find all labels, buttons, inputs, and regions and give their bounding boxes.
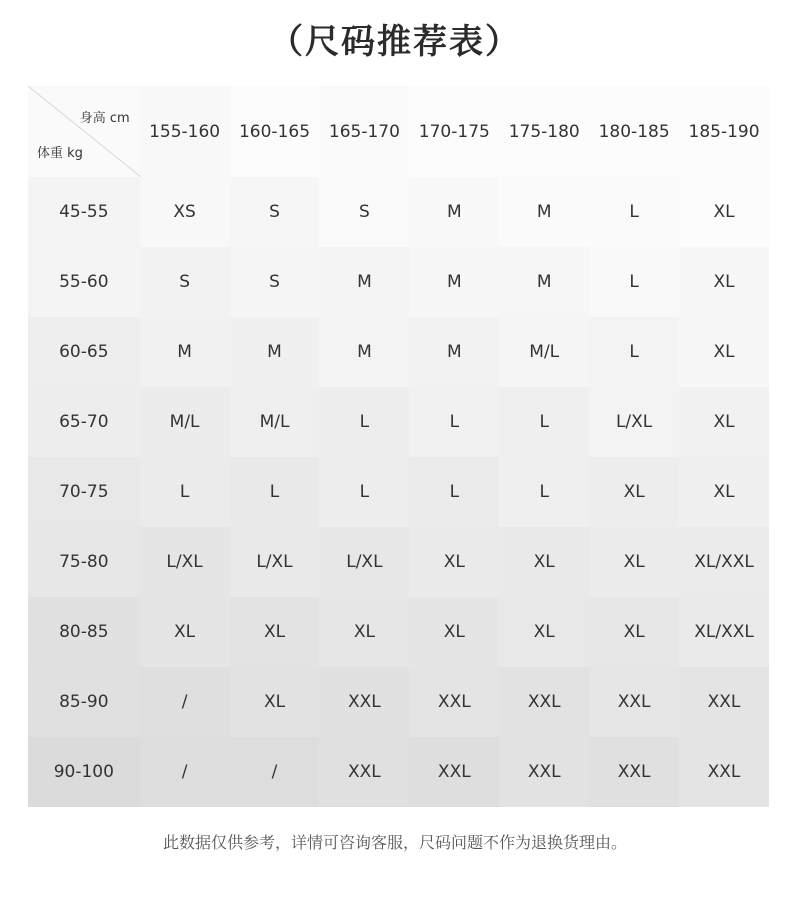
size-cell: M — [499, 247, 589, 317]
size-cell: S — [230, 177, 320, 247]
size-cell: XL — [140, 597, 230, 667]
size-cell: XXL — [319, 737, 409, 807]
size-cell: XL — [679, 387, 769, 457]
size-cell: XL — [409, 597, 499, 667]
size-cell: M/L — [140, 387, 230, 457]
weight-row-header: 80-85 — [28, 597, 140, 667]
size-cell: L — [589, 177, 679, 247]
size-cell: XL — [589, 527, 679, 597]
height-col-header: 175-180 — [499, 86, 589, 177]
table-row — [28, 597, 769, 667]
size-cell: XL — [679, 177, 769, 247]
size-cell: XL/XXL — [679, 527, 769, 597]
size-cell: XL — [679, 317, 769, 387]
table-row — [28, 527, 769, 597]
size-cell: XL — [230, 597, 320, 667]
size-cell: XL — [409, 527, 499, 597]
size-cell: L — [499, 387, 589, 457]
size-cell: XL — [589, 457, 679, 527]
weight-row-header: 55-60 — [28, 247, 140, 317]
size-cell: S — [230, 247, 320, 317]
size-cell: M — [230, 317, 320, 387]
weight-row-header: 45-55 — [28, 177, 140, 247]
size-cell: S — [140, 247, 230, 317]
size-cell: XS — [140, 177, 230, 247]
table-row — [28, 737, 769, 807]
size-cell: / — [140, 737, 230, 807]
size-cell: L — [589, 317, 679, 387]
size-cell: M — [409, 317, 499, 387]
size-cell: L — [319, 387, 409, 457]
size-cell: L — [140, 457, 230, 527]
size-cell: XXL — [409, 737, 499, 807]
size-cell: M/L — [230, 387, 320, 457]
corner-cell — [28, 86, 140, 177]
size-cell: M — [409, 177, 499, 247]
size-cell: XXL — [499, 737, 589, 807]
table-row — [28, 317, 769, 387]
height-col-header: 170-175 — [409, 86, 499, 177]
size-cell: XXL — [499, 667, 589, 737]
table-row — [28, 457, 769, 527]
size-cell: XL — [679, 457, 769, 527]
weight-row-header: 70-75 — [28, 457, 140, 527]
size-cell: XXL — [679, 737, 769, 807]
size-cell: M — [409, 247, 499, 317]
table-row — [28, 667, 769, 737]
size-cell: S — [319, 177, 409, 247]
weight-row-header: 75-80 — [28, 527, 140, 597]
table-header-row — [28, 86, 769, 177]
size-cell: L — [230, 457, 320, 527]
size-cell: XL — [589, 597, 679, 667]
table-row — [28, 177, 769, 247]
size-cell: XXL — [319, 667, 409, 737]
size-cell: L — [499, 457, 589, 527]
size-cell: XL — [319, 597, 409, 667]
size-cell: L — [409, 457, 499, 527]
size-cell: M — [140, 317, 230, 387]
size-cell: L/XL — [589, 387, 679, 457]
weight-axis-label: 体重 kg — [37, 146, 83, 161]
size-cell: L — [589, 247, 679, 317]
size-cell: L — [319, 457, 409, 527]
height-axis-label: 身高 cm — [79, 111, 130, 126]
table-row — [28, 247, 769, 317]
size-cell: L/XL — [319, 527, 409, 597]
table-row — [28, 387, 769, 457]
size-cell: XXL — [589, 667, 679, 737]
size-table — [28, 86, 769, 807]
page-title: （尺码推荐表） — [269, 22, 521, 62]
height-col-header: 180-185 — [589, 86, 679, 177]
weight-row-header: 60-65 — [28, 317, 140, 387]
height-col-header: 185-190 — [679, 86, 769, 177]
diagonal-divider — [28, 86, 141, 177]
size-cell: XXL — [409, 667, 499, 737]
size-cell: M/L — [499, 317, 589, 387]
size-cell: XL/XXL — [679, 597, 769, 667]
size-cell: L — [409, 387, 499, 457]
size-cell: XL — [499, 527, 589, 597]
height-col-header: 165-170 — [319, 86, 409, 177]
size-cell: XL — [679, 247, 769, 317]
height-col-header: 155-160 — [140, 86, 230, 177]
height-col-header: 160-165 — [230, 86, 320, 177]
size-cell: XL — [230, 667, 320, 737]
size-cell: / — [230, 737, 320, 807]
weight-row-header: 85-90 — [28, 667, 140, 737]
size-cell: L/XL — [140, 527, 230, 597]
size-cell: M — [319, 247, 409, 317]
size-cell: L/XL — [230, 527, 320, 597]
size-cell: XXL — [679, 667, 769, 737]
size-cell: M — [319, 317, 409, 387]
size-cell: M — [499, 177, 589, 247]
disclaimer-note: 此数据仅供参考，详情可咨询客服，尺码问题不作为退换货理由。 — [162, 833, 627, 852]
size-cell: XL — [499, 597, 589, 667]
size-cell: XXL — [589, 737, 679, 807]
size-cell: / — [140, 667, 230, 737]
weight-row-header: 90-100 — [28, 737, 140, 807]
weight-row-header: 65-70 — [28, 387, 140, 457]
